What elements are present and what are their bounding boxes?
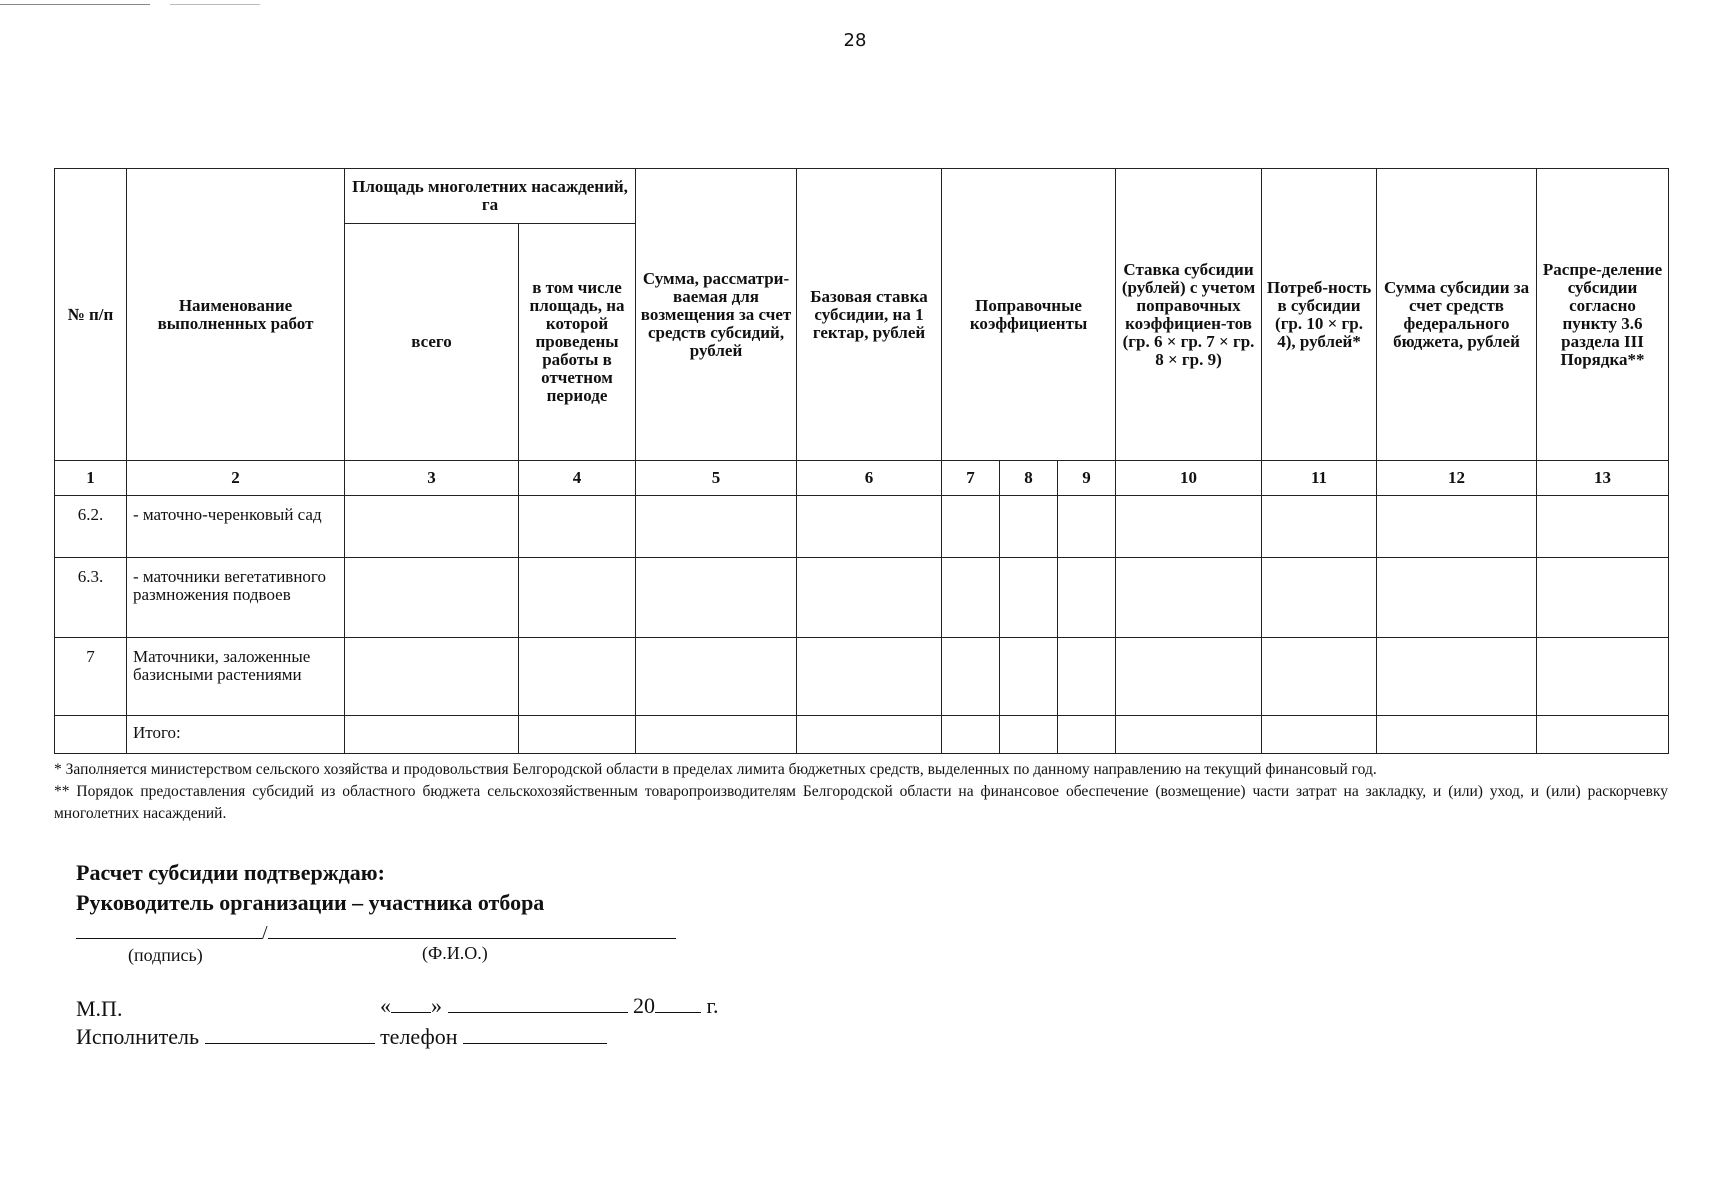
table-row — [55, 558, 1669, 638]
page-number: 28 — [843, 30, 867, 51]
top-rule — [0, 4, 150, 5]
column-number-row — [55, 461, 1669, 496]
top-rule-secondary — [170, 4, 260, 5]
header-coefficients: Поправочные коэффициенты — [942, 169, 1116, 461]
table-cell[interactable] — [1116, 716, 1262, 754]
table-cell[interactable] — [942, 496, 1000, 558]
slash-separator: / — [262, 922, 268, 944]
table-cell[interactable] — [1058, 558, 1116, 638]
col-num: 6 — [797, 461, 942, 496]
phone-field[interactable] — [463, 1023, 607, 1044]
table-cell[interactable] — [1116, 496, 1262, 558]
table-cell[interactable] — [519, 558, 636, 638]
row-num: 6.2. — [55, 496, 127, 558]
phone-label: телефон — [380, 1024, 458, 1049]
table-cell[interactable] — [1262, 638, 1377, 716]
col-num: 7 — [942, 461, 1000, 496]
table-cell[interactable] — [1537, 558, 1669, 638]
header-row-top — [55, 169, 1669, 224]
table-cell[interactable] — [1377, 638, 1537, 716]
quote-close: » — [431, 993, 442, 1018]
col-num: 8 — [1000, 461, 1058, 496]
col-num: 13 — [1537, 461, 1669, 496]
executor-line — [76, 1023, 607, 1050]
table-cell[interactable] — [1537, 496, 1669, 558]
subsidy-calculation-table — [54, 168, 1669, 754]
table-cell[interactable] — [1377, 558, 1537, 638]
total-label: Итого: — [127, 716, 345, 754]
signature-field[interactable] — [76, 918, 262, 939]
header-need: Потреб-ность в субсидии (гр. 10 × гр. 4), рублей* — [1262, 169, 1377, 461]
table-cell[interactable] — [345, 638, 519, 716]
table-cell[interactable] — [519, 496, 636, 558]
row-num: 6.3. — [55, 558, 127, 638]
date-line — [380, 992, 719, 1019]
table-row — [55, 496, 1669, 558]
table-cell[interactable] — [797, 716, 942, 754]
header-federal-sum: Сумма субсидии за счет средств федерального бюджета, рублей — [1377, 169, 1537, 461]
table-cell[interactable] — [1537, 638, 1669, 716]
day-field[interactable] — [391, 992, 431, 1013]
signature-block-heading — [76, 858, 544, 918]
col-num: 11 — [1262, 461, 1377, 496]
row-name: - маточники вегетативного размножения подвоев — [127, 558, 345, 638]
table-cell[interactable] — [345, 716, 519, 754]
table-cell[interactable] — [797, 558, 942, 638]
table-cell[interactable] — [1058, 638, 1116, 716]
header-rate-with-coef: Ставка субсидии (рублей) с учетом поправочных коэффициен-тов (гр. 6 × гр. 7 × гр. 8 × гр. 9) — [1116, 169, 1262, 461]
header-sum-considered: Сумма, рассматри-ваемая для возмещения за счет средств субсидий, рублей — [636, 169, 797, 461]
month-field[interactable] — [448, 992, 628, 1013]
footnote-1: * Заполняется министерством сельского хозяйства и продовольствия Белгородской области в пределах лимита бюджетных средств, выделенных по данному направлению на текущий финансовый год. — [54, 761, 1377, 778]
table-cell[interactable] — [1537, 716, 1669, 754]
table-cell[interactable] — [1116, 638, 1262, 716]
col-num: 12 — [1377, 461, 1537, 496]
table-cell[interactable] — [797, 496, 942, 558]
table-cell[interactable] — [519, 638, 636, 716]
table-cell[interactable] — [942, 558, 1000, 638]
table-cell[interactable] — [636, 716, 797, 754]
table-cell[interactable] — [1262, 716, 1377, 754]
table-cell[interactable] — [1058, 496, 1116, 558]
table-cell[interactable] — [797, 638, 942, 716]
year-prefix: 20 — [633, 993, 655, 1018]
fio-field[interactable] — [268, 918, 676, 939]
executor-label: Исполнитель — [76, 1024, 200, 1049]
table-cell[interactable] — [1116, 558, 1262, 638]
table-row — [55, 638, 1669, 716]
year-field[interactable] — [655, 992, 701, 1013]
col-num: 2 — [127, 461, 345, 496]
table-cell[interactable] — [1262, 496, 1377, 558]
row-name: Маточники, заложенные базисными растениями — [127, 638, 345, 716]
table-cell[interactable] — [636, 496, 797, 558]
header-area-total: всего — [345, 224, 519, 461]
table-cell[interactable] — [1000, 716, 1058, 754]
footnotes — [54, 759, 1668, 825]
header-base-rate: Базовая ставка субсидии, на 1 гектар, рублей — [797, 169, 942, 461]
table-cell[interactable] — [942, 638, 1000, 716]
table-cell[interactable] — [1000, 638, 1058, 716]
col-num: 4 — [519, 461, 636, 496]
header-area-reported: в том числе площадь, на которой проведены работы в отчетном периоде — [519, 224, 636, 461]
table-cell[interactable] — [1262, 558, 1377, 638]
header-distribution: Распре-деление субсидии согласно пункту 3.6 раздела III Порядка** — [1537, 169, 1669, 461]
col-num: 9 — [1058, 461, 1116, 496]
table-cell[interactable] — [1000, 496, 1058, 558]
table-cell[interactable] — [1377, 716, 1537, 754]
header-num: № п/п — [55, 169, 127, 461]
row-num: 7 — [55, 638, 127, 716]
table-cell[interactable] — [1058, 716, 1116, 754]
signature-caption: (подпись) — [128, 945, 203, 965]
table-cell[interactable] — [345, 496, 519, 558]
quote-open: « — [380, 993, 391, 1018]
table-cell[interactable] — [1377, 496, 1537, 558]
table-cell[interactable] — [942, 716, 1000, 754]
table-cell[interactable] — [519, 716, 636, 754]
row-num — [55, 716, 127, 754]
stamp-label: М.П. — [76, 996, 123, 1021]
table-cell[interactable] — [1000, 558, 1058, 638]
fio-caption: (Ф.И.О.) — [422, 943, 488, 963]
table-cell[interactable] — [636, 558, 797, 638]
table-cell[interactable] — [345, 558, 519, 638]
col-num: 1 — [55, 461, 127, 496]
footnote-2: ** Порядок предоставления субсидий из областного бюджета сельскохозяйственным товаропроизводителям Белгородской области на финансовое обеспечение (возмещение) части затрат на закладку, и (или) уход, и (или) раскорчевку многолетних насаждений. — [54, 783, 1668, 822]
header-area-group: Площадь многолетних насаждений, га — [345, 169, 636, 224]
confirm-text: Расчет субсидии подтверждаю: — [76, 860, 385, 885]
table-cell[interactable] — [636, 638, 797, 716]
total-row — [55, 716, 1669, 754]
year-suffix: г. — [706, 993, 719, 1018]
row-name: - маточно-черенковый сад — [127, 496, 345, 558]
signature-line — [76, 918, 676, 945]
col-num: 5 — [636, 461, 797, 496]
col-num: 10 — [1116, 461, 1262, 496]
col-num: 3 — [345, 461, 519, 496]
head-text: Руководитель организации – участника отбора — [76, 890, 545, 915]
header-name: Наименование выполненных работ — [127, 169, 345, 461]
executor-field[interactable] — [205, 1023, 375, 1044]
